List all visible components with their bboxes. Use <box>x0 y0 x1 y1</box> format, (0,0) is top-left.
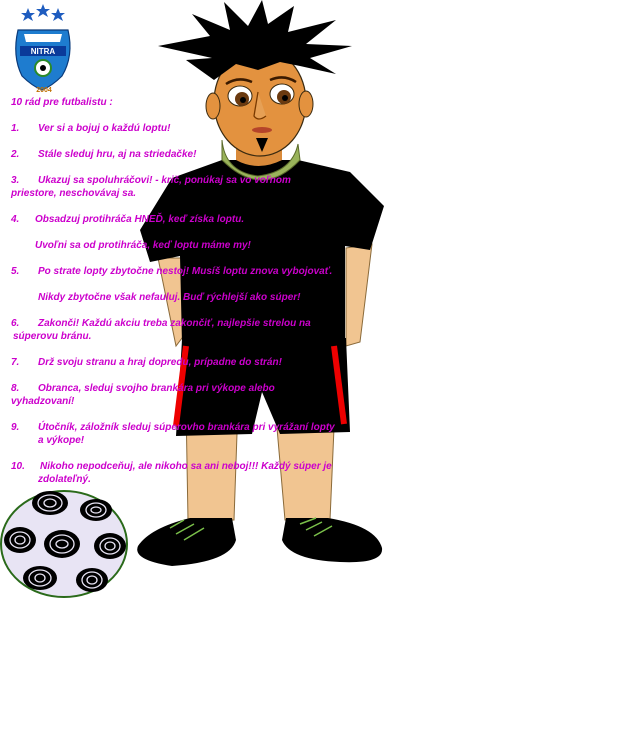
rule-2-number: 2. <box>11 149 20 160</box>
rule-3-text-cont: priestore, neschovávaj sa. <box>11 188 137 199</box>
logo-year: 2004 <box>36 87 52 94</box>
rule-9-text: Útočník, záložník sleduj súperovho brankára pri vyrážaní lopty <box>38 422 335 433</box>
rule-3-number: 3. <box>11 175 20 186</box>
rule-5b-text: Nikdy zbytočne však nefauluj. Buď rýchlejší ako súper! <box>38 292 301 303</box>
rule-4-text: Obsadzuj protihráča HNEĎ, keď získa loptu. <box>35 214 245 225</box>
rule-8-text-cont: vyhadzovaní! <box>11 396 75 407</box>
rules-heading: 10 rád pre futbalistu : <box>11 97 113 108</box>
rule-7-text: Drž svoju stranu a hraj dopredu, prípadne do strán! <box>38 357 282 368</box>
rule-9-text-cont: a výkope! <box>38 435 85 446</box>
rule-4-number: 4. <box>11 214 20 225</box>
rule-8-text: Obranca, sleduj svojho brankára pri výkope alebo <box>38 383 275 394</box>
logo-text: NITRA <box>30 47 56 56</box>
rule-8-number: 8. <box>11 383 20 394</box>
rule-6-number: 6. <box>11 318 20 329</box>
rule-5-number: 5. <box>11 266 20 277</box>
rule-3-text: Ukazuj sa spoluhráčovi! - krič, ponúkaj sa vo voľnom <box>38 175 291 186</box>
rule-9-number: 9. <box>11 422 20 433</box>
rule-6-text: Zakonči! Každú akciu treba zakončiť, najlepšie strelou na <box>38 318 311 329</box>
rule-1-text: Ver si a bojuj o každú loptu! <box>38 123 171 134</box>
rule-10-text: Nikoho nepodceňuj, ale nikoho sa ani neboj!!! Každý súper je <box>40 461 332 472</box>
rule-5-text: Po strate lopty zbytočne nestoj! Musíš loptu znova vybojovať. <box>38 266 333 277</box>
rule-10-number: 10. <box>11 461 25 472</box>
rule-2-text: Stále sleduj hru, aj na striedačke! <box>38 149 197 160</box>
rule-6-text-cont: súperovu bránu. <box>13 331 92 342</box>
rule-7-number: 7. <box>11 357 20 368</box>
rule-10-text-cont: zdolateľný. <box>38 474 91 485</box>
rule-4b-text: Uvoľni sa od protihráča, keď loptu máme my! <box>35 240 251 251</box>
rule-1-number: 1. <box>11 123 20 134</box>
